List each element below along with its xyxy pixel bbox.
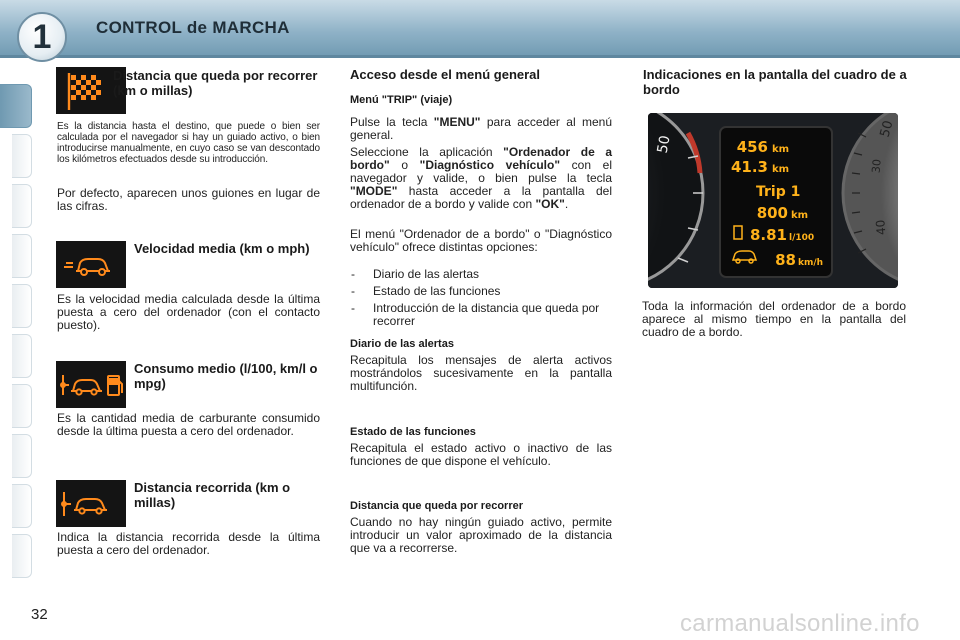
chapter-number-badge: 1 — [17, 12, 67, 62]
chapter-tab-10[interactable] — [12, 534, 32, 578]
car-speed-icon — [56, 241, 126, 288]
paragraph-remaining-distance: Cuando no hay ningún guiado activo, permite introducir un valor aproximado de la distancia que va a recorrerse. — [350, 515, 612, 555]
section-title-dashboard-display: Indicaciones en la pantalla del cuadro de a bordo — [643, 67, 907, 97]
chapter-tab-5[interactable] — [12, 284, 32, 328]
section-text-remaining-distance: Es la distancia hasta el destino, que puede o bien ser calculada por el navegador si hay un guiado activo, o bien introducirse manualmente, en cuyo caso se van descontado los kilómetros efectuados desde su introducción. — [57, 121, 320, 165]
chapter-tab-6[interactable] — [12, 334, 32, 378]
dashboard-display-image — [648, 113, 898, 288]
car-fuel-icon — [56, 361, 126, 408]
subsection-title-alerts-log: Diario de las alertas — [350, 338, 454, 350]
paragraph-dashboard-display: Toda la información del ordenador de a bordo aparece al mismo tiempo en la pantalla del cuadro de a bordo. — [642, 299, 906, 339]
paragraph-alerts-log: Recapitula los mensajes de alerta activos mostrándolos sucesivamente en la pantalla multifunción. — [350, 353, 612, 393]
chapter-tab-9[interactable] — [12, 484, 32, 528]
chapter-tab-8[interactable] — [12, 434, 32, 478]
gauge-right-label-bottom: 40 — [873, 219, 889, 236]
section-text-distance-travelled: Indica la distancia recorrida desde la última puesta a cero del ordenador. — [57, 530, 320, 557]
section-text-remaining-distance-default: Por defecto, aparecen unos guiones en lugar de las cifras. — [57, 186, 320, 213]
section-title-access-menu: Acceso desde el menú general — [350, 67, 541, 82]
chapter-tabs — [0, 62, 30, 582]
display-row-2-unit: km — [772, 164, 790, 175]
subsection-title-remaining-distance: Distancia que queda por recorrer — [350, 500, 523, 512]
chapter-tab-2[interactable] — [12, 134, 32, 178]
paragraph-select-application: Seleccione la aplicación "Ordenador de a bordo" o "Diagnóstico vehículo" con el navegador y valide, o bien pulse la tecla "MODE" hasta acceder a la pantalla del ordenador de a bordo y valide con "OK". — [350, 145, 612, 211]
key-menu: "MENU" — [433, 115, 481, 129]
paragraph-menu-options: El menú "Ordenador de a bordo" o "Diagnóstico vehículo" ofrece distintas opciones: — [350, 227, 612, 254]
display-row-2-value: 41.3 — [730, 158, 768, 176]
car-distance-icon — [56, 480, 126, 527]
list-item: - Estado de las funciones — [350, 285, 612, 298]
chapter-tab-7[interactable] — [12, 384, 32, 428]
section-title-average-consumption: Consumo medio (l/100, km/l o mpg) — [134, 361, 318, 391]
chapter-tab-3[interactable] — [12, 184, 32, 228]
display-row-4-unit: km — [791, 210, 809, 221]
chapter-tab-4[interactable] — [12, 234, 32, 278]
display-row-1-unit: km — [772, 144, 790, 155]
list-item: - Diario de las alertas — [350, 268, 612, 281]
display-row-5-unit: l/100 — [789, 233, 815, 243]
display-row-6-unit: km/h — [798, 258, 824, 268]
section-text-average-speed: Es la velocidad media calculada desde la última puesta a cero del ordenador (con el contacto puesto). — [57, 292, 320, 332]
gauge-left-label: 50 — [654, 134, 674, 155]
options-list — [350, 268, 612, 332]
page-number: 32 — [31, 606, 48, 623]
display-row-1-value: 456 — [736, 138, 768, 156]
key-mode: "MODE" — [350, 184, 398, 198]
subsection-title-functions-status: Estado de las funciones — [350, 426, 476, 438]
display-row-4-value: 800 — [756, 204, 788, 222]
subsection-title-trip-menu: Menú "TRIP" (viaje) — [350, 94, 453, 106]
gauge-right-label-top: 50 — [877, 119, 897, 139]
display-row-5-value: 8.81 — [749, 226, 787, 244]
display-row-6-value: 88 — [775, 251, 796, 269]
section-title-remaining-distance: Distancia que queda por recorrer (km o millas) — [113, 68, 318, 98]
section-title-average-speed: Velocidad media (km o mph) — [134, 241, 310, 256]
paragraph-press-menu: Pulse la tecla "MENU" para acceder al menú general. — [350, 115, 612, 142]
page-title: CONTROL de MARCHA — [96, 18, 290, 37]
gauge-right-label-mid: 30 — [869, 158, 884, 174]
display-row-3-label: Trip 1 — [756, 184, 801, 200]
section-text-average-consumption: Es la cantidad media de carburante consumido desde la última puesta a cero del ordenador. — [57, 411, 320, 438]
section-title-distance-travelled: Distancia recorrida (km o millas) — [134, 480, 291, 510]
chapter-tab-1[interactable] — [0, 84, 32, 128]
paragraph-functions-status: Recapitula el estado activo o inactivo de las funciones de que dispone el vehículo. — [350, 441, 612, 468]
watermark: carmanualsonline.info — [680, 610, 920, 637]
key-ok: "OK" — [535, 197, 565, 211]
list-item: - Introducción de la distancia que queda por recorrer — [350, 302, 612, 328]
